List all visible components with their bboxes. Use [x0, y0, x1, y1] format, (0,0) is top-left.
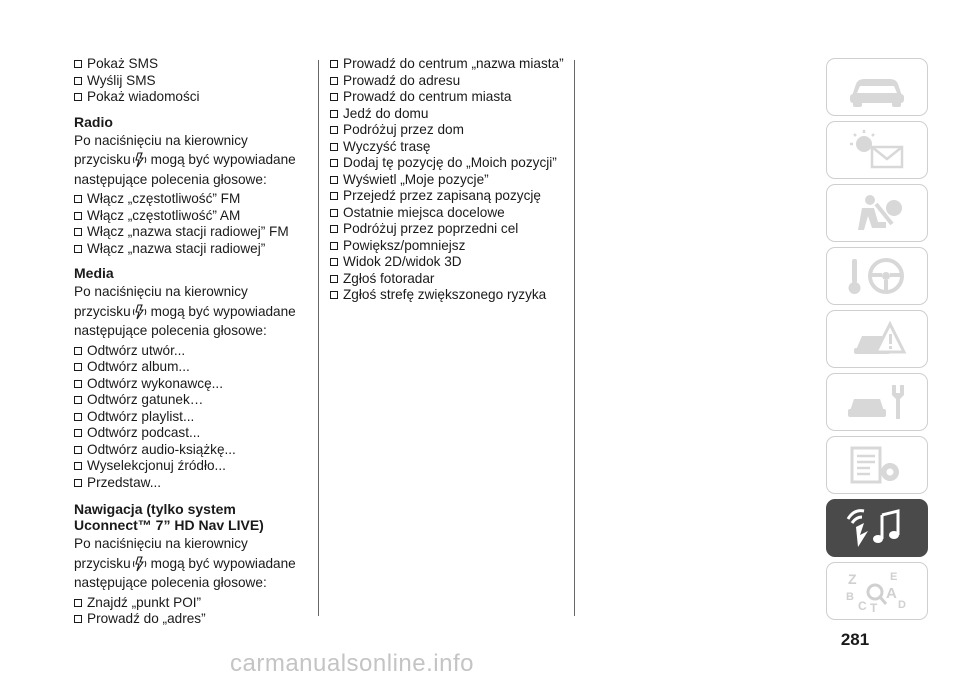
index-letter-d: D	[898, 599, 906, 611]
tab-multimedia[interactable]	[826, 499, 928, 557]
list-item: Odtwórz wykonawcę...	[74, 376, 310, 393]
technical-data-gear-icon	[842, 442, 912, 488]
checkbox-bullet-icon	[74, 615, 82, 623]
list-item: Włącz „nazwa stacji radiowej”	[74, 241, 310, 258]
seat-airbag-icon	[842, 190, 912, 236]
checkbox-bullet-icon	[74, 195, 82, 203]
list-item: Włącz „częstotliwość” FM	[74, 191, 310, 208]
list-item: Odtwórz utwór...	[74, 343, 310, 360]
tab-emergency[interactable]	[826, 310, 928, 368]
checkbox-bullet-icon	[330, 192, 338, 200]
list-item: Zgłoś strefę zwiększonego ryzyka	[330, 287, 570, 304]
checkbox-bullet-icon	[74, 347, 82, 355]
list-item: Odtwórz gatunek…	[74, 392, 310, 409]
checkbox-bullet-icon	[330, 77, 338, 85]
checkbox-bullet-icon	[330, 258, 338, 266]
checkbox-bullet-icon	[330, 225, 338, 233]
warning-lights-mail-icon	[842, 127, 912, 173]
checkbox-bullet-icon	[330, 209, 338, 217]
checkbox-bullet-icon	[74, 396, 82, 404]
emergency-warning-icon	[842, 316, 912, 362]
checkbox-bullet-icon	[74, 212, 82, 220]
index-letter-b: B	[846, 591, 854, 603]
checkbox-bullet-icon	[330, 275, 338, 283]
key-steering-wheel-icon	[842, 253, 912, 299]
checkbox-bullet-icon	[330, 176, 338, 184]
checkbox-bullet-icon	[330, 126, 338, 134]
list-item: Pokaż SMS	[74, 56, 310, 73]
checkbox-bullet-icon	[330, 291, 338, 299]
checkbox-bullet-icon	[74, 599, 82, 607]
list-item: Prowadź do „adres”	[74, 611, 310, 628]
tab-warning-lights[interactable]	[826, 121, 928, 179]
list-item: Prowadź do adresu	[330, 73, 570, 90]
checkbox-bullet-icon	[330, 159, 338, 167]
list-item: Odtwórz podcast...	[74, 425, 310, 442]
checkbox-bullet-icon	[330, 242, 338, 250]
list-item: Przedstaw...	[74, 475, 310, 492]
list-item: Odtwórz playlist...	[74, 409, 310, 426]
list-item: Prowadź do centrum „nazwa miasta”	[330, 56, 570, 73]
car-dashboard-icon	[842, 64, 912, 110]
checkbox-bullet-icon	[74, 93, 82, 101]
checkbox-bullet-icon	[330, 143, 338, 151]
list-item: Pokaż wiadomości	[74, 89, 310, 106]
section-heading-media: Media	[74, 265, 114, 281]
list-item: Powiększ/pomniejsz	[330, 238, 570, 255]
index-letter-z: Z	[848, 571, 857, 587]
list-item: Prowadź do centrum miasta	[330, 89, 570, 106]
index-letter-t: T	[870, 601, 878, 614]
list-item: Wyczyść trasę	[330, 139, 570, 156]
multimedia-music-icon	[842, 505, 912, 551]
list-item: Wyślij SMS	[74, 73, 310, 90]
checkbox-bullet-icon	[74, 413, 82, 421]
section-intro: Po naciśnięciu na kierownicy przycisku mogą być wypowiadane następujące polecenia głosowe:	[74, 284, 296, 338]
list-item: Jedź do domu	[330, 106, 570, 123]
checkbox-bullet-icon	[330, 60, 338, 68]
checkbox-bullet-icon	[74, 479, 82, 487]
checkbox-bullet-icon	[74, 446, 82, 454]
section-intro: Po naciśnięciu na kierownicy przycisku mogą być wypowiadane następujące polecenia głosowe:	[74, 536, 296, 590]
index-letter-c: C	[858, 599, 867, 613]
tab-maintenance[interactable]	[826, 373, 928, 431]
list-item: Podróżuj przez dom	[330, 122, 570, 139]
watermark: carmanualsonline.info	[230, 650, 474, 677]
column-divider	[574, 60, 575, 616]
car-service-wrench-icon	[842, 379, 912, 425]
list-item: Odtwórz album...	[74, 359, 310, 376]
list-item: Odtwórz audio-książkę...	[74, 442, 310, 459]
checkbox-bullet-icon	[74, 60, 82, 68]
tab-starting-driving[interactable]	[826, 247, 928, 305]
checkbox-bullet-icon	[74, 245, 82, 253]
list-item: Wyselekcjonuj źródło...	[74, 458, 310, 475]
list-item: Znajdź „punkt POI”	[74, 595, 310, 612]
checkbox-bullet-icon	[74, 462, 82, 470]
column-middle	[330, 56, 570, 304]
list-item: Włącz „częstotliwość” AM	[74, 208, 310, 225]
list-item: Wyświetl „Moje pozycje”	[330, 172, 570, 189]
checkbox-bullet-icon	[74, 77, 82, 85]
list-item: Zgłoś fotoradar	[330, 271, 570, 288]
checkbox-bullet-icon	[74, 380, 82, 388]
tab-technical-data[interactable]	[826, 436, 928, 494]
alphabetical-index-icon	[842, 568, 912, 614]
checkbox-bullet-icon	[330, 93, 338, 101]
index-letter-e: E	[890, 571, 898, 583]
chapter-tabs	[826, 58, 928, 625]
section-heading-navigation: Nawigacja (tylko system Uconnect™ 7” HD Nav LIVE)	[74, 501, 264, 533]
list-item: Przejedź przez zapisaną pozycję	[330, 188, 570, 205]
tab-safety[interactable]	[826, 184, 928, 242]
voice-command-icon	[133, 556, 147, 572]
checkbox-bullet-icon	[74, 228, 82, 236]
tab-dashboard[interactable]	[826, 58, 928, 116]
column-divider	[318, 60, 319, 616]
tab-index[interactable]	[826, 562, 928, 620]
voice-command-icon	[133, 152, 147, 168]
page-number: 281	[840, 630, 870, 649]
checkbox-bullet-icon	[74, 363, 82, 371]
voice-command-icon	[133, 304, 147, 320]
list-item: Widok 2D/widok 3D	[330, 254, 570, 271]
list-item: Podróżuj przez poprzedni cel	[330, 221, 570, 238]
column-left	[74, 56, 310, 628]
section-heading-radio: Radio	[74, 113, 113, 130]
list-item: Włącz „nazwa stacji radiowej” FM	[74, 224, 310, 241]
section-intro: Po naciśnięciu na kierownicy przycisku mogą być wypowiadane następujące polecenia głosowe:	[74, 132, 296, 187]
checkbox-bullet-icon	[74, 429, 82, 437]
checkbox-bullet-icon	[330, 110, 338, 118]
index-letter-a: A	[886, 585, 897, 602]
list-item: Dodaj tę pozycję do „Moich pozycji”	[330, 155, 570, 172]
list-item: Ostatnie miejsca docelowe	[330, 205, 570, 222]
